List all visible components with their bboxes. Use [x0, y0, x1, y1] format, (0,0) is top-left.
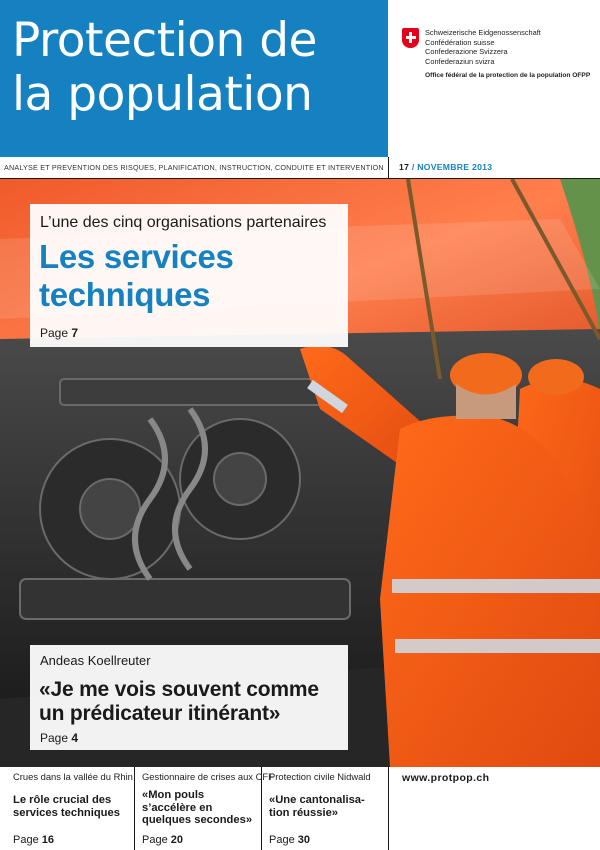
magazine-title-line1: Protection de: [12, 13, 317, 68]
swiss-cross-icon: [402, 28, 419, 48]
tagline: ANALYSE ET PREVENTION DES RISQUES, PLANIFICATION, INSTRUCTION, CONDUITE ET INTERVENTION: [4, 163, 384, 172]
lead-story-headline-line1: Les services: [39, 238, 234, 275]
teaser-headline: [13, 794, 120, 819]
tagline-bar: [0, 157, 600, 179]
issue-date: NOVEMBRE 2013: [417, 162, 493, 172]
lead-story-headline-line2: techniques: [39, 276, 211, 313]
federal-identity: [388, 0, 600, 157]
confederation-name-de: Schweizerische Eidgenossenschaft: [425, 28, 541, 37]
interview-headline: [39, 678, 319, 726]
teaser-page-number: 30: [297, 834, 311, 846]
confederation-names: [425, 28, 541, 66]
interview-headline-line2: un prédicateur itinérant»: [39, 702, 281, 725]
website-link[interactable]: www.protpop.ch: [402, 772, 490, 784]
federal-office-name: Office fédéral de la protection de la population OFPP: [425, 72, 591, 79]
interview-box[interactable]: [30, 645, 348, 750]
teaser-nidwald[interactable]: [261, 767, 388, 850]
lead-story-page-label: Page: [40, 326, 69, 340]
interview-page-number: 4: [71, 731, 79, 745]
interview-page-label: Page: [40, 731, 69, 745]
lead-story-box[interactable]: [30, 204, 348, 347]
interview-headline-line1: «Je me vois souvent comme: [39, 678, 319, 701]
teaser-headline-line: «Une cantonalisa-: [269, 794, 365, 806]
lead-story-headline: [39, 238, 234, 314]
teaser-page-ref: [13, 834, 54, 846]
issue-info: [399, 162, 492, 172]
teaser-headline-line: services techniques: [13, 806, 120, 819]
teaser-headline-line: «Mon pouls: [142, 789, 205, 801]
tagline-divider: [388, 157, 389, 179]
teaser-kicker: Protection civile Nidwald: [269, 771, 371, 782]
teaser-page-number: 16: [41, 834, 55, 846]
teaser-headline-line: tion réussie»: [269, 806, 339, 819]
teaser-page-number: 20: [170, 834, 184, 846]
lead-story-page-ref: [40, 326, 78, 340]
confederation-name-it: Confederazione Svizzera: [425, 47, 508, 57]
teaser-page-label: Page: [269, 834, 295, 846]
confederation-name-fr: Confédération suisse: [425, 37, 495, 47]
teaser-page-ref: [142, 834, 183, 846]
interview-page-ref: [40, 731, 78, 745]
confederation-name-rm: Confederaziun svizra: [425, 56, 495, 66]
interview-kicker: Andeas Koellreuter: [40, 653, 151, 668]
teaser-kicker: Gestionnaire de crises aux CFF: [142, 771, 274, 782]
teaser-cff[interactable]: [134, 767, 274, 850]
teaser-kicker: Crues dans la vallée du Rhin: [13, 771, 133, 782]
teaser-floods[interactable]: [0, 767, 133, 850]
issue-separator: /: [409, 162, 418, 172]
lead-story-page-number: 7: [71, 326, 79, 340]
footer-website: [388, 767, 600, 850]
issue-number: 17: [399, 162, 410, 172]
teaser-page-ref: [269, 834, 310, 846]
teaser-headline-line: s’accélère en: [142, 801, 213, 814]
lead-story-kicker: L’une des cinq organisations partenaires: [40, 214, 327, 231]
teaser-headline: [142, 789, 252, 827]
teaser-headline-line: quelques secondes»: [142, 814, 253, 827]
teaser-page-label: Page: [142, 834, 168, 846]
magazine-title: [12, 14, 317, 122]
footer-teasers: [0, 767, 600, 850]
teaser-headline: [269, 794, 365, 819]
teaser-page-label: Page: [13, 834, 39, 846]
teaser-headline-line: Le rôle crucial des: [13, 794, 112, 806]
magazine-title-line2: la population: [12, 67, 313, 122]
masthead: [0, 0, 388, 157]
